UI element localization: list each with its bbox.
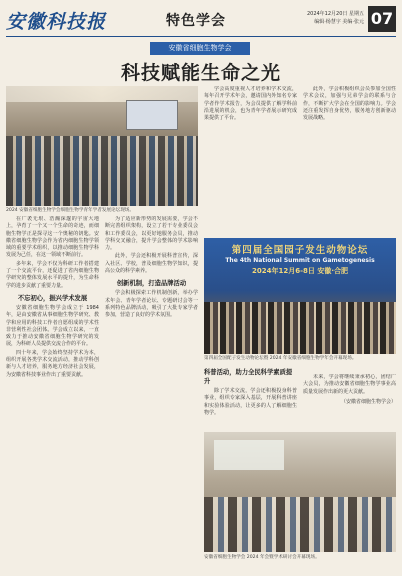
forum-photo bbox=[6, 86, 198, 206]
audience-rows bbox=[6, 136, 198, 206]
issue-meta bbox=[274, 10, 364, 26]
projection-screen bbox=[126, 100, 178, 130]
paragraph: 除了学术交流，学会还积极投身科普事业，组织专家深入基层，开展科普讲座和实验体验活动，让更多的人了解细胞生物学。 bbox=[204, 388, 297, 416]
section-title: 特色学会 bbox=[166, 13, 226, 29]
annual-meeting-photo bbox=[204, 432, 396, 552]
audience-crowd bbox=[204, 302, 396, 354]
column-tag: 安徽省细胞生物学会 bbox=[150, 42, 250, 55]
text-column-2 bbox=[105, 216, 198, 570]
text-column-5 bbox=[204, 364, 297, 430]
summit-photo bbox=[204, 238, 396, 354]
banner-title: 第四届全国园子发生动物论坛 bbox=[231, 245, 369, 256]
paragraph: 未来，学会将继续秉承初心，团结广大会员，为推动安徽省细胞生物学事业高质量发展作出新的更大贡献。 bbox=[303, 374, 396, 395]
paragraph: 在广袤无垠、浩瀚深邃的宇宙大地上，孕育了一个又一个生命的奇迹，而细胞生物学正是探寻这一个奥秘的钥匙。安徽省细胞生物学会作为省内细胞生物学领域的重要学术组织，以推动细胞生物学科发展为己任，在这一领域不断前行。 bbox=[6, 216, 99, 259]
headline: 科技赋能生命之光 bbox=[120, 62, 281, 84]
article-source: （安徽省细胞生物学会） bbox=[340, 398, 396, 405]
issue-editors: 编辑·杨慧宇 美编·张元 bbox=[314, 19, 364, 25]
paragraph: 学会积极探索工作机制创新，举办学术年会、青年学者论坛、专题研讨会等一系列特色品牌活动，吸引了大批专家学者参加，营造了良好的学术氛围。 bbox=[105, 290, 198, 319]
page-header bbox=[6, 6, 396, 34]
paragraph: 四十年来，学会始终坚持学术为本，组织开展各类学术交流活动，推动学科创新与人才培养，服务地方经济社会发展，为安徽省科技事业作出了重要贡献。 bbox=[6, 349, 99, 378]
paragraph: 学会高度重视人才培养和学术交流，每年召开学术年会，邀请国内外知名专家学者作学术报告，为会员提供了解学科前沿进展的机会，也为青年学者展示研究成果提供了平台。 bbox=[204, 86, 297, 122]
banner-subtitle: The 4th National Summit on Gametogenesis bbox=[225, 257, 375, 264]
paragraph: 为了适应新形势的发展需要，学会不断完善组织架构，设立了若干专业委员会和工作委员会，以更好地服务会员，推动学科交叉融合，提升学会整体的学术影响力。 bbox=[105, 216, 198, 252]
banner-date: 2024年12月6-8日 安徽·合肥 bbox=[252, 267, 348, 275]
text-column-4 bbox=[303, 86, 396, 236]
photo-caption-3: 安徽省细胞生物学会 2024 年会暨学术研讨会开幕现场。 bbox=[204, 555, 320, 560]
photo-caption-2: 第四届全国配子发生动物论坛暨 2024 年安徽省细胞生物学年会开幕现场。 bbox=[204, 356, 357, 361]
paragraph: 此外，学会还积极开展科普宣传，深入社区、学校，普及细胞生物学知识，提高公众的科学素养。 bbox=[105, 253, 198, 275]
photo-caption-1: 2024 安徽省细胞生物学会细胞生物学青年学者发展论坛现场。 bbox=[6, 208, 134, 213]
subheading: 不忘初心，振兴学术发展 bbox=[17, 294, 88, 302]
subheading: 科普活动，助力全民科学素质提升 bbox=[204, 369, 293, 385]
text-column-6 bbox=[303, 374, 396, 440]
meeting-desks bbox=[204, 497, 396, 552]
text-column-3 bbox=[204, 86, 297, 236]
masthead-logo: 安徽科技报 bbox=[6, 11, 107, 33]
header-rule bbox=[6, 36, 396, 37]
issue-date: 2024年12月20日 星期五 bbox=[306, 11, 364, 17]
subheading: 创新机制，打造品牌活动 bbox=[116, 280, 187, 288]
window-light bbox=[214, 440, 284, 470]
paragraph: 此外，学会积极组织会员参加全国性学术会议，加强与兄弟学会的联系与合作，不断扩大学会在全国的影响力。学会还注重发挥自身优势，服务地方创新驱动发展战略。 bbox=[303, 86, 396, 122]
text-column-1 bbox=[6, 216, 99, 570]
paragraph: 安徽省细胞生物学会成立于 1984 年，是由安徽省从事细胞生物学研究、教学和应用的科技工作者自愿组成的学术性非营利性社会团体。学会成立以来，一直致力于推动安徽省细胞生物学研究的发展，为科研人员提供交流合作的平台。 bbox=[6, 304, 99, 348]
paragraph: 多年来，学会不仅为科研工作者搭建了一个交流平台，还促进了省内细胞生物学研究的整体发展水平的提升，为生命科学的进步贡献了重要力量。 bbox=[6, 260, 99, 289]
page-number: 07 bbox=[368, 6, 396, 32]
stage-banner bbox=[204, 242, 396, 276]
